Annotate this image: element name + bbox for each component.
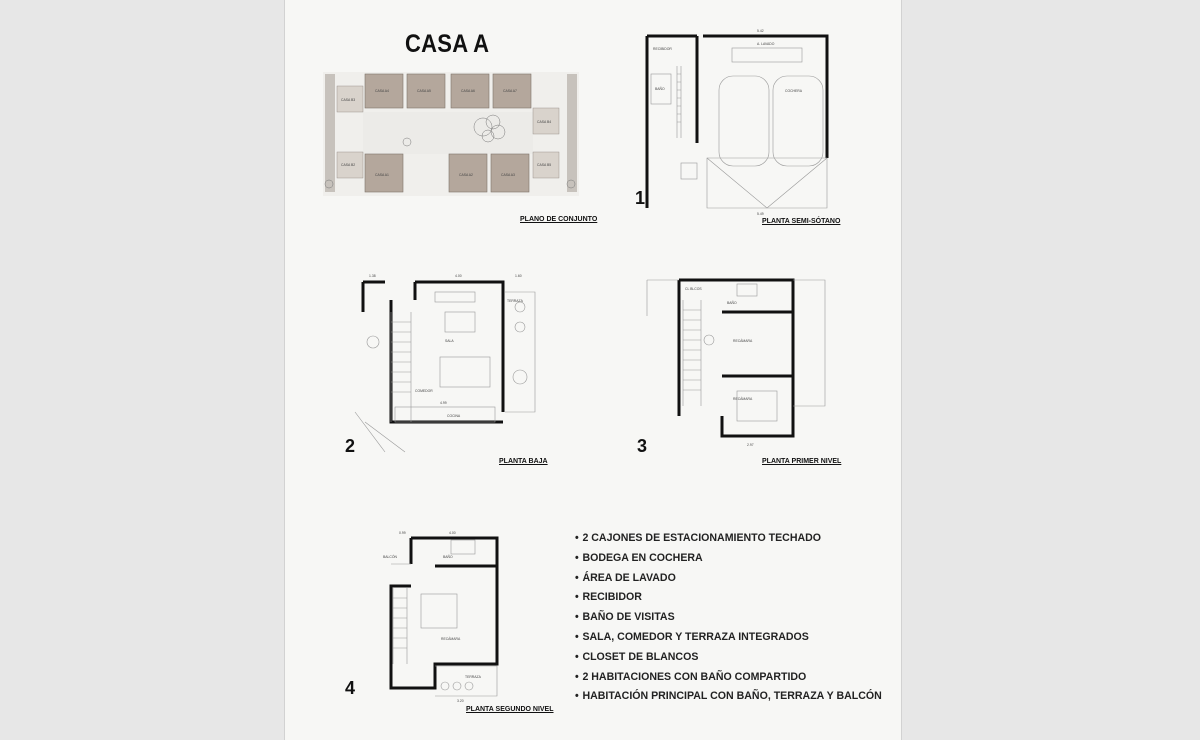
bullet: • (575, 690, 579, 703)
dim-320: 3.20 (457, 699, 464, 703)
plan-number-4: 4 (345, 678, 356, 698)
plan-number-3: 3 (637, 436, 648, 456)
dim-138: 1.38 (369, 274, 376, 278)
dim-160: 1.60 (515, 274, 522, 278)
caption-plano-conjunto: PLANO DE CONJUNTO (520, 216, 598, 223)
site-label-casa-a3: CASA A3 (501, 173, 515, 177)
room-label-lavado: A. LAVADO (757, 42, 775, 46)
plan-semi-sotano (637, 28, 837, 218)
site-label-casa-b3: CASA B3 (341, 98, 356, 102)
site-label-casa-a7: CASA A7 (503, 89, 517, 93)
feature-text: SALA, COMEDOR Y TERRAZA INTEGRADOS (582, 630, 809, 643)
plan-baja (355, 272, 555, 460)
plan-segundo-nivel-drawing (381, 528, 517, 704)
plan-semi-sotano-drawing (637, 28, 837, 218)
dim-099: 0.99 (399, 531, 406, 535)
room-label-closet: CL BLCOS (685, 287, 702, 291)
caption-planta-semi-sotano: PLANTA SEMI-SÓTANO (762, 218, 841, 225)
bullet: • (575, 650, 579, 663)
site-label-casa-b4: CASA B4 (537, 120, 552, 124)
site-label-casa-a4: CASA A4 (375, 89, 389, 93)
bullet: • (575, 571, 579, 584)
caption-planta-segundo-nivel: PLANTA SEGUNDO NIVEL (466, 706, 554, 713)
room-label-comedor: COMEDOR (415, 389, 433, 393)
site-label-casa-a2: CASA A2 (459, 173, 473, 177)
bullet: • (575, 591, 579, 604)
feature-text: 2 CAJONES DE ESTACIONAMIENTO TECHADO (582, 532, 822, 544)
caption-planta-primer-nivel: PLANTA PRIMER NIVEL (762, 458, 842, 465)
plan-number-2: 2 (345, 436, 356, 456)
features-list (575, 529, 895, 707)
room-label-recibidor: RECIBIDOR (653, 47, 672, 51)
plan-number-1: 1 (635, 188, 646, 208)
dim-549: 5.49 (757, 212, 764, 216)
bullet: • (575, 532, 579, 544)
room-label-bano-2: BAÑO (727, 301, 737, 305)
site-label-casa-b5: CASA B5 (537, 163, 552, 167)
feature-item (575, 529, 873, 549)
bullet: • (575, 670, 579, 683)
bullet: • (575, 611, 579, 624)
feature-text: BODEGA EN COCHERA (582, 551, 703, 564)
room-label-bano-1: BAÑO (655, 87, 665, 91)
document-page (284, 0, 902, 740)
feature-item (575, 628, 873, 648)
dim-297: 2.97 (747, 443, 754, 447)
room-label-cochera: COCHERA (785, 89, 802, 93)
feature-text: CLOSET DE BLANCOS (582, 650, 699, 663)
feature-text: 2 HABITACIONES CON BAÑO COMPARTIDO (582, 670, 807, 683)
feature-text: HABITACIÓN PRINCIPAL CON BAÑO, TERRAZA Y BALCÓN (582, 690, 882, 703)
bullet: • (575, 551, 579, 564)
feature-item (575, 569, 873, 589)
dim-400: 4.00 (455, 274, 462, 278)
room-label-recamara-2: RECÁMARA (733, 397, 753, 401)
site-plan (323, 72, 579, 196)
caption-planta-baja: PLANTA BAJA (499, 458, 548, 465)
room-label-balcon: BALCÓN (383, 555, 397, 559)
feature-item (575, 608, 873, 628)
feature-text: RECIBIDOR (582, 591, 642, 604)
room-label-recamara-1: RECÁMARA (733, 339, 753, 343)
site-label-casa-a6: CASA A6 (461, 89, 475, 93)
feature-item (575, 549, 873, 569)
room-label-sala: SALA (445, 339, 454, 343)
room-label-cocina: COCINA (447, 414, 461, 418)
room-label-terraza-1: TERRAZA (507, 299, 523, 303)
plan-primer-nivel (647, 276, 837, 456)
room-label-recamara-3: RECÁMARA (441, 637, 461, 641)
feature-item (575, 648, 873, 668)
feature-text: BAÑO DE VISITAS (582, 611, 675, 624)
plan-baja-drawing (355, 272, 555, 460)
feature-text: ÁREA DE LAVADO (582, 571, 676, 584)
feature-item (575, 668, 873, 688)
document-title: CASA A (405, 30, 490, 58)
site-plan-drawing (323, 72, 579, 196)
feature-item (575, 687, 882, 707)
dim-400-b: 4.00 (449, 531, 456, 535)
plan-segundo-nivel (381, 528, 517, 704)
site-label-casa-a5: CASA A5 (417, 89, 431, 93)
room-label-terraza-2: TERRAZA (465, 675, 481, 679)
site-label-casa-b2: CASA B2 (341, 163, 356, 167)
bullet: • (575, 630, 579, 643)
site-label-casa-a1: CASA A1 (375, 173, 389, 177)
dim-499: 4.99 (440, 401, 447, 405)
room-label-bano-3: BAÑO (443, 555, 453, 559)
dim-542: 5.42 (757, 29, 764, 33)
plan-primer-nivel-drawing (647, 276, 837, 456)
feature-item (575, 588, 873, 608)
